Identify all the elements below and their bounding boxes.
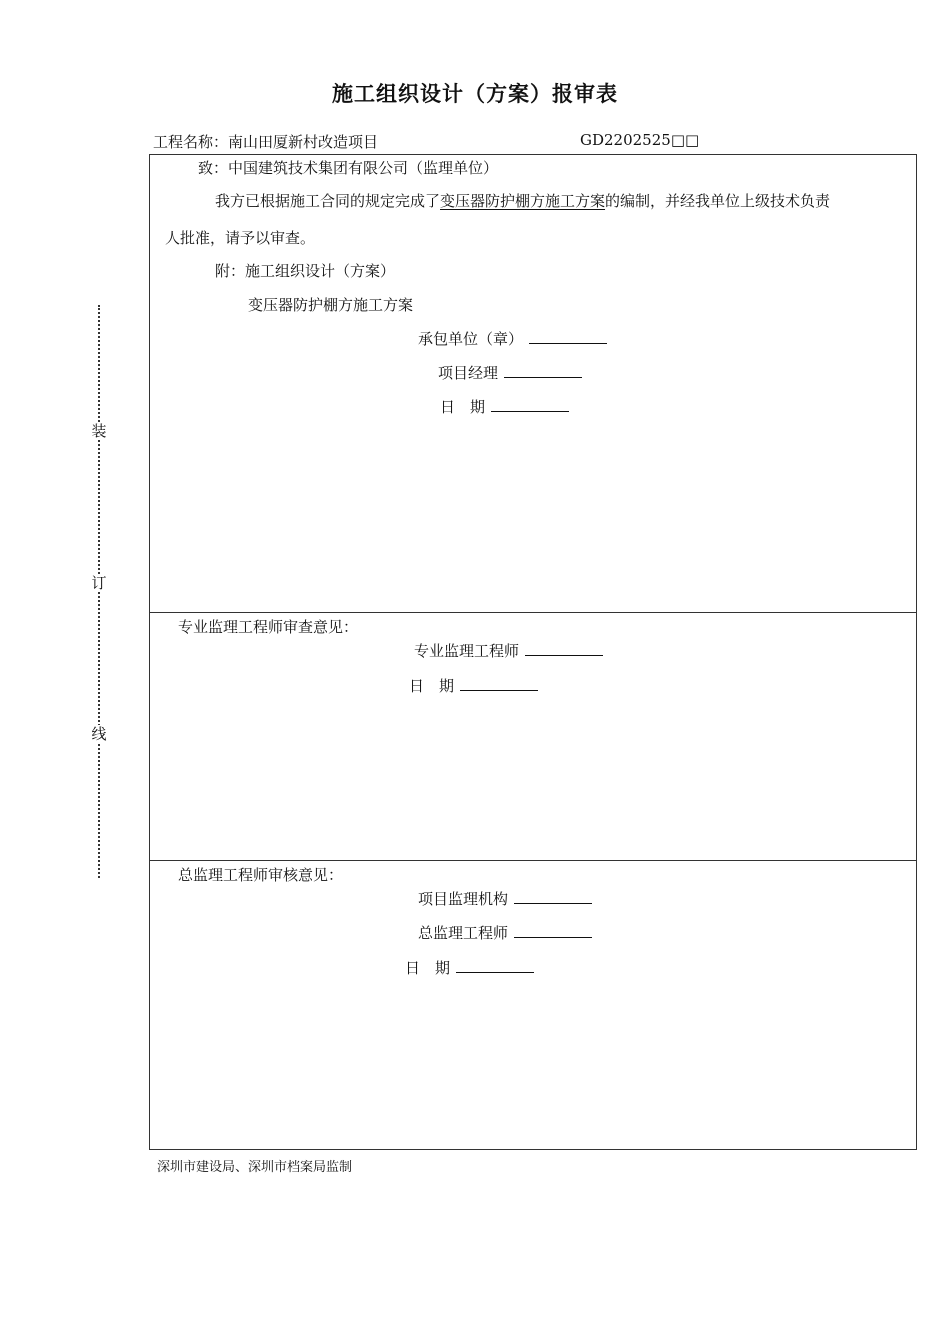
binding-char-xian: 线 <box>91 725 107 743</box>
date-label-1: 日 期 <box>440 398 486 416</box>
body-text-post: 的编制，并经我单位上级技术负责 <box>605 192 831 210</box>
chief-signature-blank[interactable] <box>514 923 592 938</box>
contractor-signature-blank[interactable] <box>529 329 607 344</box>
project-name-label: 工程名称： <box>153 133 229 151</box>
attachment-label: 附：施工组织设计（方案） <box>215 262 396 280</box>
project-name-value: 南山田厦新村改造项目 <box>228 133 379 151</box>
plan-name-underlined: 变压器防护棚方施工方案 <box>440 192 606 210</box>
submission-text-line2: 人批准，请予以审查。 <box>165 229 316 247</box>
binding-char-ding: 订 <box>91 574 107 592</box>
specialist-label: 专业监理工程师 <box>414 642 520 660</box>
body-text-pre: 我方已根据施工合同的规定完成了 <box>215 192 441 210</box>
date-row-1 <box>440 397 569 417</box>
specialist-signature-blank[interactable] <box>525 641 603 656</box>
contractor-signature-row <box>418 329 607 349</box>
chief-review-heading: 总监理工程师审核意见： <box>178 866 344 884</box>
specialist-review-heading: 专业监理工程师审查意见： <box>178 618 359 636</box>
date-blank-3[interactable] <box>456 958 534 973</box>
supervision-org-blank[interactable] <box>514 889 592 904</box>
date-row-2 <box>409 676 538 696</box>
project-name-row <box>153 131 378 152</box>
form-code: GD2202525□□ <box>580 131 700 149</box>
pm-label: 项目经理 <box>438 364 499 382</box>
pm-signature-blank[interactable] <box>504 363 582 378</box>
specialist-signature-row <box>414 641 603 661</box>
section-divider-2 <box>149 860 917 861</box>
form-title: 施工组织设计（方案）报审表 <box>332 82 618 106</box>
date-blank-1[interactable] <box>491 397 569 412</box>
section-divider-1 <box>149 612 917 613</box>
chief-label: 总监理工程师 <box>418 924 509 942</box>
date-row-3 <box>405 958 534 978</box>
binding-char-zhuang: 装 <box>91 422 107 440</box>
addressee: 致：中国建筑技术集团有限公司（监理单位） <box>198 159 499 177</box>
contractor-label: 承包单位（章） <box>418 330 524 348</box>
date-label-2: 日 期 <box>409 677 455 695</box>
attachment-item: 变压器防护棚方施工方案 <box>248 296 414 314</box>
pm-signature-row <box>438 363 582 383</box>
supervision-org-label: 项目监理机构 <box>418 890 509 908</box>
footer-issuer: 深圳市建设局、深圳市档案局监制 <box>157 1160 353 1175</box>
date-blank-2[interactable] <box>460 676 538 691</box>
supervision-org-row <box>418 889 592 909</box>
chief-signature-row <box>418 923 592 943</box>
date-label-3: 日 期 <box>405 959 451 977</box>
submission-text-line1 <box>215 191 830 211</box>
